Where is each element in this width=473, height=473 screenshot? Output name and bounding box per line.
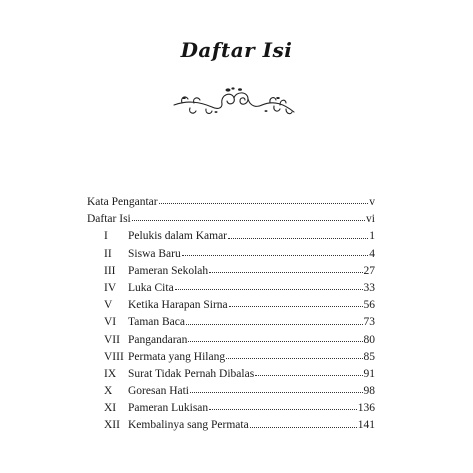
chapter-number: II — [104, 247, 112, 260]
chapter-title: Pameran Lukisan — [128, 402, 209, 415]
chapter-title: Goresan Hati — [128, 385, 189, 398]
toc-chapter-entry[interactable] — [87, 228, 375, 245]
page-title: Daftar Isi — [180, 38, 293, 62]
chapter-page: 98 — [363, 385, 375, 398]
chapter-number: XII — [104, 419, 120, 432]
chapter-number: III — [104, 264, 116, 277]
chapter-number: VIII — [104, 350, 124, 363]
dot-leader — [190, 392, 363, 393]
chapter-number: IV — [104, 281, 117, 294]
chapter-title: Siswa Baru — [128, 247, 181, 260]
chapter-title: Pelukis dalam Kamar — [128, 230, 228, 243]
dot-leader — [188, 341, 362, 342]
chapter-page: 80 — [363, 333, 375, 346]
dot-leader — [132, 220, 365, 221]
chapter-page: 73 — [363, 316, 375, 329]
dot-leader — [209, 409, 357, 410]
toc-chapter-entry[interactable] — [87, 280, 375, 297]
chapter-title: Taman Baca — [128, 316, 185, 329]
chapter-title: Luka Cita — [128, 281, 174, 294]
dot-leader — [229, 306, 363, 307]
chapter-title: Surat Tidak Pernah Dibalas — [128, 367, 255, 380]
toc-entry-page: vi — [366, 213, 375, 226]
toc-chapter-entry[interactable] — [87, 349, 375, 366]
toc-chapter-entry[interactable] — [87, 314, 375, 331]
chapter-number: VII — [104, 333, 120, 346]
chapter-page: 27 — [363, 264, 375, 277]
chapter-number: V — [104, 299, 113, 312]
toc-entry[interactable] — [87, 211, 375, 228]
chapter-page: 1 — [369, 230, 375, 243]
chapter-page: 33 — [363, 281, 375, 294]
chapter-page: 91 — [363, 367, 375, 380]
dot-leader — [228, 238, 368, 239]
dot-leader — [159, 203, 369, 204]
toc-chapter-entry[interactable] — [87, 297, 375, 314]
dot-leader — [209, 272, 362, 273]
toc-entry[interactable] — [87, 194, 375, 211]
floral-divider-icon — [170, 86, 298, 120]
chapter-number: X — [104, 385, 113, 398]
toc-chapter-entry[interactable] — [87, 366, 375, 383]
chapter-title: Ketika Harapan Sirna — [128, 299, 228, 312]
toc-chapter-entry[interactable] — [87, 383, 375, 400]
toc-entry-page: v — [369, 196, 375, 208]
toc-chapter-entry[interactable] — [87, 332, 375, 349]
chapter-title: Pameran Sekolah — [128, 264, 209, 277]
chapter-page: 85 — [363, 350, 375, 363]
chapter-page: 136 — [357, 402, 375, 415]
chapter-page: 4 — [369, 247, 375, 260]
chapter-number: I — [104, 230, 108, 243]
toc-chapter-entry[interactable] — [87, 246, 375, 263]
chapter-page: 56 — [363, 299, 375, 312]
chapter-title: Kembalinya sang Permata — [128, 419, 249, 432]
table-of-contents — [87, 194, 375, 435]
toc-entry-label: Kata Pengantar — [87, 196, 158, 208]
toc-chapter-entry[interactable] — [87, 417, 375, 434]
dot-leader — [182, 255, 369, 256]
chapter-number: IX — [104, 367, 117, 380]
dot-leader — [186, 324, 363, 325]
toc-entry-label: Daftar Isi — [87, 213, 131, 226]
dot-leader — [250, 427, 357, 428]
chapter-number: XI — [104, 402, 117, 415]
chapter-title: Pangandaran — [128, 333, 188, 346]
toc-chapter-entry[interactable] — [87, 400, 375, 417]
chapter-page: 141 — [357, 419, 375, 432]
chapter-title: Permata yang Hilang — [128, 350, 226, 363]
toc-chapter-entry[interactable] — [87, 263, 375, 280]
dot-leader — [226, 358, 362, 359]
dot-leader — [255, 375, 362, 376]
chapter-number: VI — [104, 316, 117, 329]
dot-leader — [175, 289, 363, 290]
